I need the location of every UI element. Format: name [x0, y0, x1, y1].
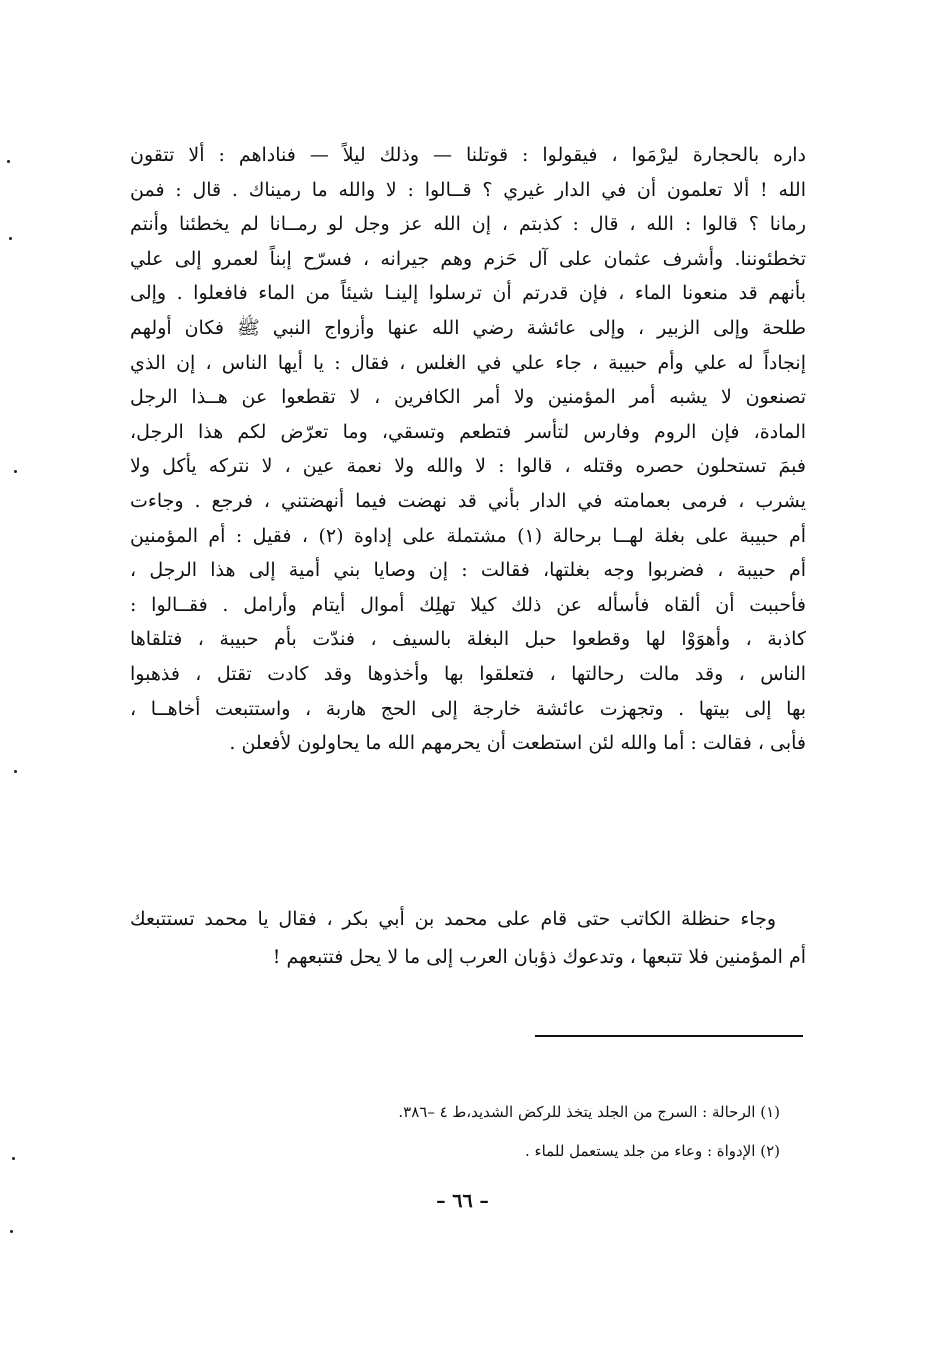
text-line: أم حبيبة على بغلة لهــا برحالة (١) مشتملة على إداوة (٢) ، فقيل : أم المؤمنين — [130, 524, 806, 547]
text-line: فبمَ تستحلون حصره وقتله ، قالوا : لا والله ولا نعمة عين ، لا نتركه يأكل ولا — [130, 455, 806, 478]
text-line: يشرب ، فرمى بعمامته في الدار بأني قد نهضت فيما أنهضتني ، فرجع . وجاءت — [130, 489, 806, 512]
margin-mark — [14, 470, 17, 473]
page-number: – ٦٦ – — [436, 1190, 489, 1212]
text-line: داره بالحجارة ليرْمَوا ، فيقولوا : قوتلنا — وذلك ليلاً — فناداهم : ألا تتقون — [130, 144, 806, 166]
text-line: كاذبة ، وأهوَوْا لها وقطعوا حبل البغلة بالسيف ، فندّت بأم حبيبة ، فتلقاها — [130, 628, 806, 651]
text-line: أم المؤمنين فلا تتبعها ، وتدعوك ذؤبان العرب إلى ما لا يحل فتتبعهم ! — [272, 946, 806, 968]
text-line: بأنهم قد منعونا الماء ، فإن قدرتم أن ترسلوا إلينـا شيئاً من الماء فافعلوا . وإلى — [130, 282, 806, 305]
margin-mark — [14, 770, 17, 773]
footnote-2: (٢) الإدواة : وعاء من جلد يستعمل للماء . — [525, 1142, 780, 1160]
text-line: وجاء حنظلة الكاتب حتى قام على محمد بن أبي بكر ، فقال يا محمد تستتبعك — [130, 908, 776, 930]
text-line: فأبى ، فقالت : أما والله لئن استطعت أن يحرمهم الله ما يحاولون لأفعلن . — [229, 732, 806, 755]
text-line: الله ! ألا تعلمون أن في الدار غيري ؟ قــالوا : لا والله ما رميناك . قال : فمن — [130, 178, 806, 201]
margin-mark — [9, 237, 12, 240]
margin-mark — [7, 160, 10, 163]
text-line: بها إلى بيتها . وتجهزت عائشة خارجة إلى الحج هاربة ، واستتبعت أخاهــا ، — [130, 697, 806, 720]
text-line: أم حبيبة ، فضربوا وجه بغلتها، فقالت : إن وصايا بني أمية إلى هذا الرجل ، — [130, 559, 806, 582]
main-paragraph — [130, 138, 806, 761]
text-line: المادة، فإن الروم وفارس لتأسر فتطعم وتسقي، وما تعرّض لكم هذا الرجل، — [130, 420, 806, 443]
text-line: الناس ، وقد مالت رحالتها ، فتعلقوا بها وأخذوها وقد كادت تقتل ، فذهبوا — [130, 662, 806, 685]
margin-mark — [12, 1157, 15, 1160]
footnotes — [260, 1093, 780, 1171]
text-line: رمانا ؟ قالوا : الله ، قال : كذبتم ، إن الله عز وجل لو رمــانا لم يخطئنا وأنتم — [130, 213, 806, 236]
margin-mark — [10, 1230, 13, 1233]
text-line: طلحة وإلى الزبير ، وإلى عائشة رضي الله عنها وأزواج النبي ﷺ فكان أولهم — [130, 316, 806, 339]
text-line: إنجاداً له علي وأم حبيبة ، جاء علي في الغلس ، فقال : يا أيها الناس ، إن الذي — [130, 351, 806, 374]
footnote-separator — [535, 1035, 803, 1037]
second-paragraph — [130, 900, 806, 976]
footnote-1: (١) الرحالة : السرج من الجلد يتخذ للركض الشديد،ط ٤ –٣٨٦. — [398, 1103, 780, 1121]
text-line: تصنعون لا يشبه أمر المؤمنين ولا أمر الكافرين ، لا تقطعوا عن هــذا الرجل — [130, 386, 806, 409]
text-line: فأحببت أن ألقاه فأسأله عن ذلك كيلا تهلِك أموال أيتام وأرامل . فقــالوا : — [130, 593, 806, 616]
text-line: تخطئوننا. وأشرف عثمان على آل حَزم وهم جيرانه ، فسرّح إبناً لعمرو إلى علي — [130, 247, 806, 270]
